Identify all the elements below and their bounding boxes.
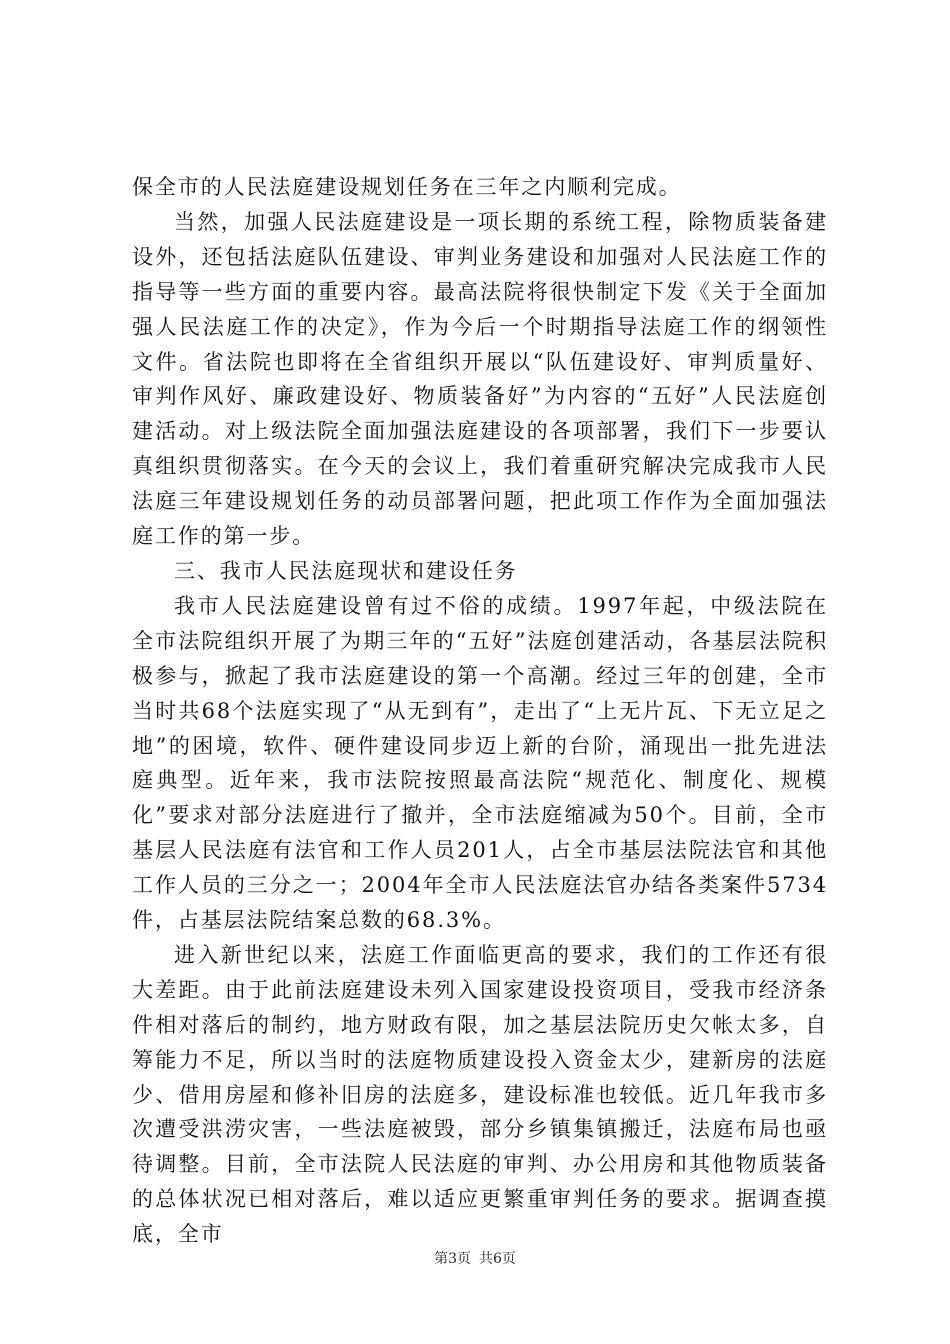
paragraph: 当然，加强人民法庭建设是一项长期的系统工程，除物质装备建设外，还包括法庭队伍建设、审判业务建设和加强对人民法庭工作的指导等一些方面的重要内容。最高法院将很快制定下发《关于全面加强人民法庭工作的决定》，作为今后一个时期指导法庭工作的纲领性文件。省法院也即将在全省组织开展以“队伍建设好、审判质量好、审判作风好、廉政建设好、物质装备好”为内容的“五好”人民法庭创建活动。对上级法院全面加强法庭建设的各项部署，我们下一步要认真组织贯彻落实。在今天的会议上，我们着重研究解决完成我市人民法庭三年建设规划任务的动员部署问题，把此项工作作为全面加强法庭工作的第一步。 <box>132 209 828 549</box>
page-total: 共6页 <box>479 1251 516 1267</box>
paragraph-continuation: 保全市的人民法庭建设规划任务在三年之内顺利完成。 <box>132 175 682 199</box>
paragraph: 进入新世纪以来，法庭工作面临更高的要求，我们的工作还有很大差距。由于此前法庭建设未列入国家建设投资项目，受我市经济条件相对落后的制约，地方财政有限，加之基层法院历史欠帐太多，自筹能力不足，所以当时的法庭物质建设投入资金太少，建新房的法庭少、借用房屋和修补旧房的法庭多，建设标准也较低。近几年我市多次遭受洪涝灾害，一些法庭被毁，部分乡镇集镇搬迁，法庭布局也亟待调整。目前，全市法院人民法庭的审判、办公用房和其他物质装备的总体状况已相对落后，难以适应更繁重审判任务的要求。据调查摸底，全市 <box>132 942 828 1247</box>
document-body <box>132 170 828 1252</box>
section-heading: 三、我市人民法庭现状和建设任务 <box>174 558 518 583</box>
paragraph: 我市人民法庭建设曾有过不俗的成绩。1997年起，中级法院在全市法院组织开展了为期三年的“五好”法庭创建活动，各基层法院积极参与，掀起了我市法庭建设的第一个高潮。经过三年的创建，全市当时共68个法庭实现了“从无到有”，走出了“上无片瓦、下无立足之地”的困境，软件、硬件建设同步迈上新的台阶，涌现出一批先进法庭典型。近年来，我市法院按照最高法院“规范化、制度化、规模化”要求对部分法庭进行了撤并，全市法庭缩减为50个。目前，全市基层人民法庭有法官和工作人员201人，占全市基层法院法官和其他工作人员的三分之一；2004年全市人民法庭法官办结各类案件5734件，占基层法院结案总数的68.3%。 <box>132 593 828 933</box>
page-footer <box>0 1248 950 1268</box>
page-number: 第3页 <box>434 1251 471 1267</box>
